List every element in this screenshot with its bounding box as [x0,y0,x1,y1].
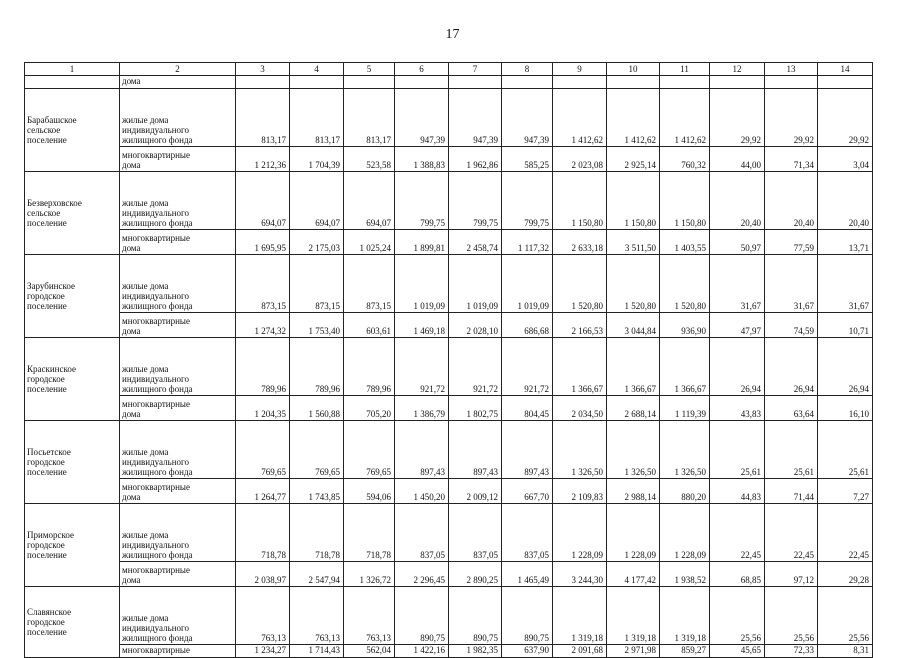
housing-type-label: жилые дома индивидуального жилищного фонда [120,89,236,147]
housing-type-label: многоквартирные дома [120,562,236,587]
value-cell-col-3: 718,78 [236,504,290,562]
value-cell-col-6: 897,43 [395,421,449,479]
column-header-6: 6 [395,63,449,76]
value-cell-col-7: 1 802,75 [449,396,502,421]
value-cell-col-10: 2 688,14 [607,396,660,421]
value-cell-col-9: 1 150,80 [553,172,607,230]
value-cell-col-10: 1 150,80 [607,172,660,230]
value-cell-col-10: 1 520,80 [607,255,660,313]
value-cell-col-7: 921,72 [449,338,502,396]
settlement-name: Безверховское сельское поселение [25,172,120,255]
column-header-7: 7 [449,63,502,76]
value-cell-col-5: 603,61 [344,313,395,338]
housing-type-label: жилые дома индивидуального жилищного фонда [120,504,236,562]
value-cell-col-5: 789,96 [344,338,395,396]
table-row [25,255,873,313]
value-cell-col-9: 1 319,18 [553,587,607,645]
value-cell-col-8: 1 019,09 [502,255,553,313]
value-cell-col-14: 31,67 [818,255,873,313]
value-cell-col-11: 1 403,55 [660,230,710,255]
value-cell-col-14: 8,31 [818,645,873,658]
housing-type-label: жилые дома индивидуального жилищного фонда [120,172,236,230]
value-cell-col-5: 813,17 [344,89,395,147]
value-cell-col-5: 763,13 [344,587,395,645]
column-header-10: 10 [607,63,660,76]
empty-cell [710,76,765,89]
value-cell-col-4: 1 753,40 [290,313,344,338]
value-cell-col-9: 2 109,83 [553,479,607,504]
value-cell-col-11: 1 319,18 [660,587,710,645]
value-cell-col-6: 799,75 [395,172,449,230]
value-cell-col-4: 1 714,43 [290,645,344,658]
value-cell-col-12: 26,94 [710,338,765,396]
value-cell-col-14: 20,40 [818,172,873,230]
value-cell-col-3: 1 264,77 [236,479,290,504]
value-cell-col-9: 2 023,08 [553,147,607,172]
value-cell-col-4: 2 175,03 [290,230,344,255]
value-cell-col-8: 890,75 [502,587,553,645]
value-cell-col-3: 1 204,35 [236,396,290,421]
value-cell-col-5: 718,78 [344,504,395,562]
value-cell-col-5: 562,04 [344,645,395,658]
column-header-13: 13 [765,63,818,76]
housing-type-label: жилые дома индивидуального жилищного фонда [120,421,236,479]
value-cell-col-12: 45,65 [710,645,765,658]
table-row [25,172,873,230]
value-cell-col-7: 2 028,10 [449,313,502,338]
value-cell-col-7: 2 890,25 [449,562,502,587]
value-cell-col-13: 26,94 [765,338,818,396]
table-row [25,562,873,587]
value-cell-col-6: 921,72 [395,338,449,396]
tariff-table [24,62,873,658]
column-header-4: 4 [290,63,344,76]
value-cell-col-3: 873,15 [236,255,290,313]
value-cell-col-3: 813,17 [236,89,290,147]
table-body [25,63,873,658]
empty-cell [818,76,873,89]
value-cell-col-5: 769,65 [344,421,395,479]
table-row [25,396,873,421]
value-cell-col-12: 50,97 [710,230,765,255]
empty-cell [290,76,344,89]
housing-type-label: многоквартирные [120,645,236,658]
empty-cell [344,76,395,89]
value-cell-col-7: 837,05 [449,504,502,562]
value-cell-col-9: 1 412,62 [553,89,607,147]
value-cell-col-7: 2 458,74 [449,230,502,255]
value-cell-col-10: 2 971,98 [607,645,660,658]
settlement-name: Приморское городское поселение [25,504,120,587]
value-cell-col-11: 880,20 [660,479,710,504]
housing-type-label: многоквартирные дома [120,479,236,504]
value-cell-col-4: 2 547,94 [290,562,344,587]
value-cell-col-12: 47,97 [710,313,765,338]
value-cell-col-7: 2 009,12 [449,479,502,504]
value-cell-col-11: 760,32 [660,147,710,172]
column-header-3: 3 [236,63,290,76]
housing-type-label: многоквартирные дома [120,313,236,338]
value-cell-col-8: 1 117,32 [502,230,553,255]
value-cell-col-9: 1 326,50 [553,421,607,479]
value-cell-col-4: 694,07 [290,172,344,230]
value-cell-col-4: 1 560,88 [290,396,344,421]
value-cell-col-7: 1 019,09 [449,255,502,313]
value-cell-col-12: 29,92 [710,89,765,147]
value-cell-col-8: 686,68 [502,313,553,338]
value-cell-col-3: 1 695,95 [236,230,290,255]
value-cell-col-3: 694,07 [236,172,290,230]
value-cell-col-14: 10,71 [818,313,873,338]
table-row [25,504,873,562]
table-row [25,645,873,658]
value-cell-col-12: 25,61 [710,421,765,479]
value-cell-col-4: 769,65 [290,421,344,479]
value-cell-col-13: 97,12 [765,562,818,587]
value-cell-col-8: 921,72 [502,338,553,396]
value-cell-col-9: 1 520,80 [553,255,607,313]
value-cell-col-11: 1 366,67 [660,338,710,396]
value-cell-col-5: 873,15 [344,255,395,313]
value-cell-col-14: 7,27 [818,479,873,504]
value-cell-col-8: 897,43 [502,421,553,479]
housing-type-label: многоквартирные дома [120,230,236,255]
value-cell-col-11: 1 228,09 [660,504,710,562]
value-cell-col-10: 2 925,14 [607,147,660,172]
value-cell-col-6: 947,39 [395,89,449,147]
value-cell-col-13: 25,56 [765,587,818,645]
value-cell-col-11: 859,27 [660,645,710,658]
value-cell-col-7: 897,43 [449,421,502,479]
value-cell-col-14: 26,94 [818,338,873,396]
continuation-row [25,76,873,89]
value-cell-col-10: 3 511,50 [607,230,660,255]
value-cell-col-8: 799,75 [502,172,553,230]
value-cell-col-6: 1 388,83 [395,147,449,172]
value-cell-col-12: 20,40 [710,172,765,230]
value-cell-col-10: 1 228,09 [607,504,660,562]
column-header-5: 5 [344,63,395,76]
value-cell-col-12: 43,83 [710,396,765,421]
table-row [25,89,873,147]
empty-cell [236,76,290,89]
value-cell-col-11: 1 150,80 [660,172,710,230]
housing-type-continuation: дома [120,76,236,89]
value-cell-col-4: 789,96 [290,338,344,396]
value-cell-col-7: 1 962,86 [449,147,502,172]
page-number: 17 [445,27,460,42]
empty-cell [502,76,553,89]
value-cell-col-9: 1 366,67 [553,338,607,396]
settlement-cell-empty [25,76,120,89]
value-cell-col-4: 718,78 [290,504,344,562]
value-cell-col-14: 25,56 [818,587,873,645]
value-cell-col-13: 29,92 [765,89,818,147]
value-cell-col-9: 3 244,30 [553,562,607,587]
value-cell-col-13: 63,64 [765,396,818,421]
value-cell-col-7: 947,39 [449,89,502,147]
value-cell-col-7: 799,75 [449,172,502,230]
value-cell-col-13: 22,45 [765,504,818,562]
column-header-9: 9 [553,63,607,76]
table-row [25,587,873,645]
value-cell-col-14: 22,45 [818,504,873,562]
value-cell-col-11: 1 412,62 [660,89,710,147]
value-cell-col-10: 4 177,42 [607,562,660,587]
value-cell-col-9: 1 228,09 [553,504,607,562]
value-cell-col-3: 1 234,27 [236,645,290,658]
value-cell-col-5: 594,06 [344,479,395,504]
value-cell-col-13: 71,44 [765,479,818,504]
table-row [25,421,873,479]
value-cell-col-10: 2 988,14 [607,479,660,504]
value-cell-col-9: 2 166,53 [553,313,607,338]
settlement-name: Зарубинское городское поселение [25,255,120,338]
value-cell-col-3: 2 038,97 [236,562,290,587]
value-cell-col-13: 74,59 [765,313,818,338]
table-row [25,230,873,255]
value-cell-col-12: 31,67 [710,255,765,313]
value-cell-col-11: 1 938,52 [660,562,710,587]
housing-type-label: жилые дома индивидуального жилищного фонда [120,587,236,645]
value-cell-col-13: 72,33 [765,645,818,658]
value-cell-col-14: 25,61 [818,421,873,479]
value-cell-col-6: 1 386,79 [395,396,449,421]
value-cell-col-5: 1 025,24 [344,230,395,255]
housing-type-label: многоквартирные дома [120,396,236,421]
value-cell-col-6: 1 019,09 [395,255,449,313]
table-row [25,313,873,338]
value-cell-col-11: 1 119,39 [660,396,710,421]
value-cell-col-13: 71,34 [765,147,818,172]
value-cell-col-7: 1 982,35 [449,645,502,658]
value-cell-col-8: 667,70 [502,479,553,504]
value-cell-col-14: 16,10 [818,396,873,421]
value-cell-col-6: 1 899,81 [395,230,449,255]
value-cell-col-14: 29,92 [818,89,873,147]
value-cell-col-8: 837,05 [502,504,553,562]
value-cell-col-12: 68,85 [710,562,765,587]
value-cell-col-8: 1 465,49 [502,562,553,587]
settlement-name: Барабашское сельское поселение [25,89,120,172]
value-cell-col-14: 29,28 [818,562,873,587]
column-header-2: 2 [120,63,236,76]
value-cell-col-13: 20,40 [765,172,818,230]
value-cell-col-8: 947,39 [502,89,553,147]
value-cell-col-12: 25,56 [710,587,765,645]
value-cell-col-8: 585,25 [502,147,553,172]
empty-cell [395,76,449,89]
value-cell-col-11: 936,90 [660,313,710,338]
value-cell-col-13: 31,67 [765,255,818,313]
empty-cell [449,76,502,89]
value-cell-col-6: 837,05 [395,504,449,562]
column-header-14: 14 [818,63,873,76]
value-cell-col-13: 77,59 [765,230,818,255]
value-cell-col-6: 2 296,45 [395,562,449,587]
value-cell-col-4: 813,17 [290,89,344,147]
value-cell-col-3: 1 212,36 [236,147,290,172]
value-cell-col-10: 1 412,62 [607,89,660,147]
empty-cell [765,76,818,89]
value-cell-col-14: 3,04 [818,147,873,172]
value-cell-col-6: 890,75 [395,587,449,645]
value-cell-col-11: 1 520,80 [660,255,710,313]
value-cell-col-10: 1 366,67 [607,338,660,396]
column-header-11: 11 [660,63,710,76]
value-cell-col-4: 1 743,85 [290,479,344,504]
value-cell-col-10: 1 319,18 [607,587,660,645]
value-cell-col-3: 769,65 [236,421,290,479]
table-row [25,479,873,504]
value-cell-col-8: 637,90 [502,645,553,658]
value-cell-col-8: 804,45 [502,396,553,421]
value-cell-col-11: 1 326,50 [660,421,710,479]
value-cell-col-5: 523,58 [344,147,395,172]
value-cell-col-4: 763,13 [290,587,344,645]
value-cell-col-3: 763,13 [236,587,290,645]
empty-cell [553,76,607,89]
table-row [25,338,873,396]
value-cell-col-6: 1 450,20 [395,479,449,504]
value-cell-col-5: 694,07 [344,172,395,230]
empty-cell [660,76,710,89]
value-cell-col-4: 873,15 [290,255,344,313]
column-header-12: 12 [710,63,765,76]
value-cell-col-5: 705,20 [344,396,395,421]
housing-type-label: жилые дома индивидуального жилищного фонда [120,255,236,313]
value-cell-col-12: 44,83 [710,479,765,504]
value-cell-col-5: 1 326,72 [344,562,395,587]
table-row [25,147,873,172]
value-cell-col-12: 22,45 [710,504,765,562]
empty-cell [607,76,660,89]
value-cell-col-7: 890,75 [449,587,502,645]
settlement-name: Славянское городское поселение [25,587,120,658]
value-cell-col-6: 1 422,16 [395,645,449,658]
housing-type-label: многоквартирные дома [120,147,236,172]
value-cell-col-3: 1 274,32 [236,313,290,338]
value-cell-col-9: 2 633,18 [553,230,607,255]
value-cell-col-13: 25,61 [765,421,818,479]
settlement-name: Краскинское городское поселение [25,338,120,421]
value-cell-col-4: 1 704,39 [290,147,344,172]
value-cell-col-14: 13,71 [818,230,873,255]
column-number-row [25,63,873,76]
column-header-1: 1 [25,63,120,76]
settlement-name: Посьетское городское поселение [25,421,120,504]
column-header-8: 8 [502,63,553,76]
value-cell-col-10: 3 044,84 [607,313,660,338]
housing-type-label: жилые дома индивидуального жилищного фонда [120,338,236,396]
value-cell-col-9: 2 091,68 [553,645,607,658]
value-cell-col-12: 44,00 [710,147,765,172]
value-cell-col-10: 1 326,50 [607,421,660,479]
value-cell-col-6: 1 469,18 [395,313,449,338]
value-cell-col-3: 789,96 [236,338,290,396]
value-cell-col-9: 2 034,50 [553,396,607,421]
